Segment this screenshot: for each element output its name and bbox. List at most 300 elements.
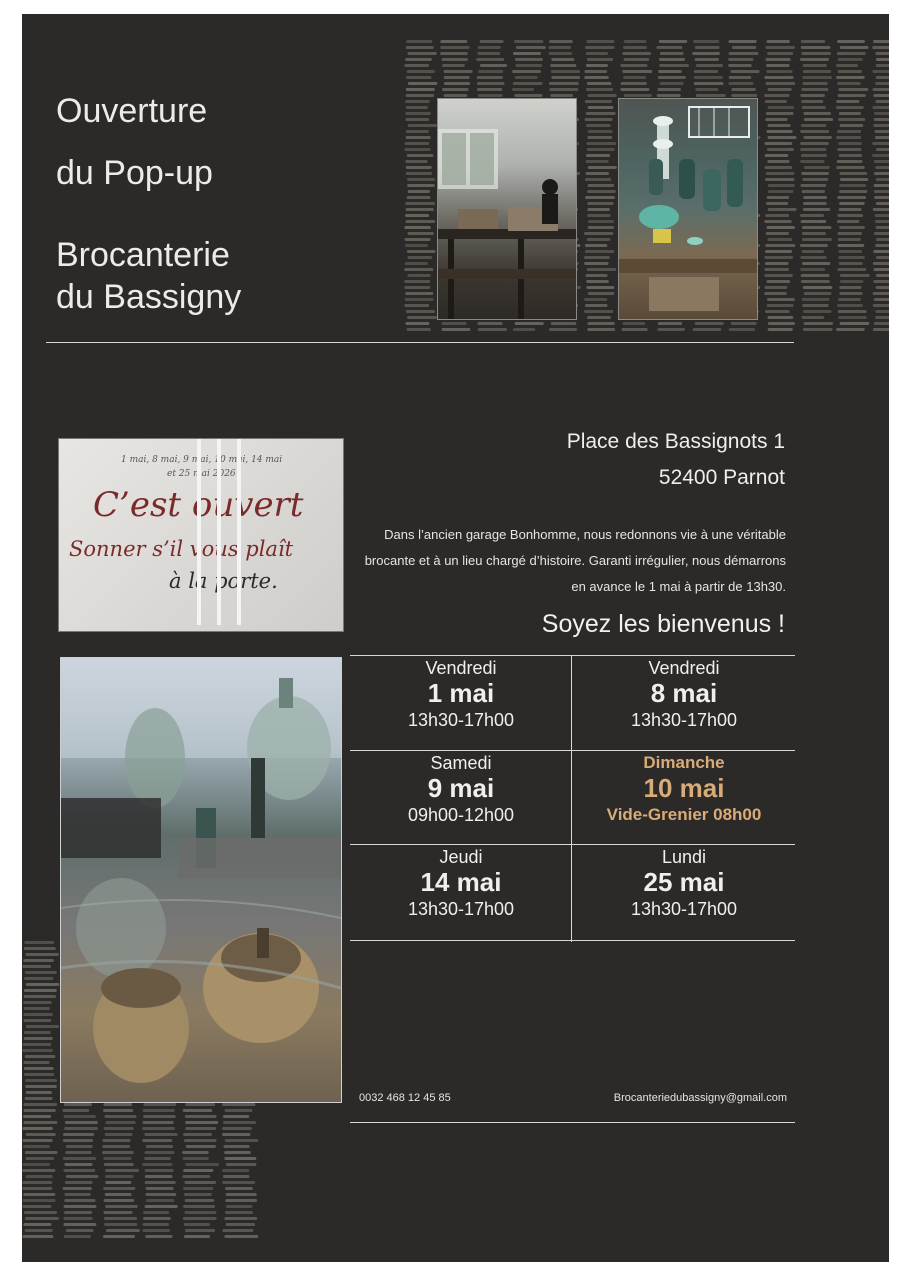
texture-stroke: [24, 1211, 57, 1214]
texture-stroke: [584, 310, 613, 313]
schedule-hours: 09h00-12h00: [407, 805, 515, 825]
texture-stroke: [695, 58, 720, 61]
texture-stroke: [875, 136, 889, 139]
texture-stroke: [105, 1205, 138, 1208]
texture-stroke: [836, 100, 859, 103]
texture-stroke: [145, 1169, 174, 1172]
texture-stroke: [586, 142, 616, 145]
texture-stroke: [624, 40, 647, 43]
schedule-divider: [350, 844, 795, 845]
texture-stroke: [803, 202, 827, 205]
texture-stroke: [584, 256, 610, 259]
texture-stroke: [586, 112, 616, 115]
texture-stroke: [837, 244, 864, 247]
texture-stroke: [25, 1079, 57, 1082]
texture-stroke: [839, 190, 867, 193]
texture-stroke: [768, 184, 795, 187]
schedule-day: Samedi: [430, 753, 492, 773]
texture-stroke: [145, 1205, 178, 1208]
welcome-text: Soyez les bienvenus !: [541, 610, 785, 638]
texture-stroke: [66, 1145, 93, 1148]
texture-stroke: [476, 58, 504, 61]
texture-stroke: [587, 202, 613, 205]
texture-stroke: [66, 1175, 99, 1178]
schedule-day: Jeudi: [439, 847, 483, 867]
texture-stroke: [225, 1211, 253, 1214]
texture-stroke: [444, 94, 468, 97]
texture-stroke: [105, 1175, 133, 1178]
texture-stroke: [876, 238, 889, 241]
texture-stroke: [106, 1229, 140, 1232]
texture-stroke: [104, 1223, 137, 1226]
texture-stroke: [839, 112, 861, 115]
schedule-day: Vendredi: [425, 658, 497, 678]
texture-stroke: [407, 256, 432, 259]
texture-stroke: [839, 184, 866, 187]
texture-stroke: [692, 52, 720, 55]
texture-stroke: [656, 46, 682, 49]
texture-stroke: [64, 1211, 92, 1214]
texture-stroke: [836, 136, 861, 139]
texture-stroke: [657, 328, 685, 331]
texture-stroke: [765, 286, 788, 289]
texture-stroke: [103, 1103, 132, 1106]
texture-stroke: [183, 1133, 212, 1136]
texture-stroke: [549, 82, 579, 85]
texture-stroke: [658, 322, 682, 325]
texture-stroke: [145, 1181, 176, 1184]
texture-stroke: [660, 82, 684, 85]
texture-stroke: [801, 280, 830, 283]
texture-stroke: [764, 292, 787, 295]
texture-stroke: [766, 202, 788, 205]
texture-stroke: [515, 322, 544, 325]
texture-stroke: [405, 262, 428, 265]
texture-stroke: [23, 1199, 56, 1202]
texture-stroke: [63, 1187, 92, 1190]
texture-stroke: [222, 1103, 255, 1106]
texture-stroke: [729, 52, 759, 55]
texture-stroke: [837, 82, 861, 85]
texture-stroke: [405, 298, 434, 301]
texture-stroke: [64, 1103, 92, 1106]
texture-stroke: [182, 1175, 210, 1178]
texture-stroke: [102, 1151, 134, 1154]
texture-stroke: [185, 1163, 219, 1166]
texture-stroke: [800, 58, 829, 61]
texture-stroke: [407, 154, 434, 157]
texture-stroke: [405, 100, 430, 103]
texture-stroke: [444, 76, 470, 79]
texture-stroke: [800, 184, 826, 187]
texture-stroke: [224, 1151, 251, 1154]
texture-stroke: [184, 1181, 216, 1184]
texture-stroke: [185, 1229, 215, 1232]
texture-stroke: [839, 262, 863, 265]
title-line-3: Brocanterie: [56, 236, 230, 274]
texture-stroke: [104, 1199, 135, 1202]
texture-stroke: [407, 328, 431, 331]
texture-stroke: [184, 1193, 212, 1196]
texture-stroke: [584, 70, 607, 73]
texture-stroke: [876, 76, 889, 79]
texture-stroke: [406, 130, 429, 133]
texture-stroke: [764, 220, 791, 223]
texture-stroke: [64, 1199, 95, 1202]
texture-stroke: [22, 1049, 52, 1052]
texture-stroke: [873, 304, 889, 307]
texture-stroke: [800, 268, 825, 271]
texture-stroke: [480, 40, 504, 43]
texture-stroke: [621, 82, 647, 85]
texture-stroke: [585, 46, 615, 49]
texture-stroke: [478, 46, 501, 49]
texture-stroke: [182, 1151, 209, 1154]
texture-stroke: [873, 94, 889, 97]
texture-stroke: [874, 172, 889, 175]
texture-stroke: [803, 310, 832, 313]
texture-stroke: [731, 322, 757, 325]
texture-stroke: [766, 64, 790, 67]
texture-stroke: [768, 106, 795, 109]
texture-stroke: [765, 46, 795, 49]
title-line-1: Ouverture: [56, 92, 208, 130]
texture-stroke: [66, 1229, 94, 1232]
texture-stroke: [874, 160, 889, 163]
texture-stroke: [23, 1163, 50, 1166]
texture-stroke: [587, 214, 611, 217]
texture-stroke: [586, 154, 610, 157]
texture-stroke: [804, 322, 834, 325]
sign-ring-text: Sonner s’il vous plaît: [69, 537, 294, 561]
texture-stroke: [837, 52, 866, 55]
texture-stroke: [25, 1085, 57, 1088]
description: Dans l’ancien garage Bonhomme, nous redonnons vie à une véritable brocante et à un lieu chargé d’histoire. Garanti irrégulier, nous démarrons en avance le 1 mai à partir de 13h30.: [364, 527, 786, 594]
texture-stroke: [24, 1037, 53, 1040]
texture-stroke: [766, 112, 794, 115]
texture-stroke: [226, 1163, 257, 1166]
texture-stroke: [105, 1133, 133, 1136]
texture-stroke: [766, 172, 795, 175]
texture-stroke: [185, 1115, 217, 1118]
texture-stroke: [142, 1163, 172, 1166]
texture-stroke: [876, 64, 889, 67]
texture-stroke: [765, 262, 789, 265]
texture-stroke: [442, 64, 465, 67]
texture-stroke: [837, 148, 861, 151]
texture-stroke: [406, 136, 431, 139]
texture-stroke: [767, 196, 790, 199]
texture-stroke: [764, 268, 789, 271]
texture-stroke: [767, 238, 792, 241]
texture-stroke: [696, 64, 723, 67]
texture-stroke: [803, 70, 831, 73]
texture-stroke: [585, 118, 613, 121]
texture-stroke: [622, 70, 652, 73]
schedule-date: 10 mai: [643, 773, 725, 803]
texture-stroke: [657, 88, 681, 91]
texture-stroke: [872, 46, 889, 49]
texture-stroke: [803, 136, 832, 139]
texture-stroke: [802, 304, 829, 307]
texture-stroke: [694, 70, 718, 73]
texture-stroke: [408, 124, 437, 127]
texture-stroke: [514, 40, 543, 43]
texture-stroke: [873, 208, 889, 211]
texture-stroke: [838, 142, 862, 145]
texture-stroke: [551, 76, 580, 79]
texture-stroke: [801, 100, 823, 103]
texture-stroke: [222, 1127, 252, 1130]
texture-stroke: [105, 1121, 135, 1124]
texture-stroke: [550, 94, 573, 97]
texture-stroke: [873, 280, 889, 283]
texture-stroke: [765, 58, 790, 61]
texture-stroke: [764, 76, 793, 79]
texture-stroke: [586, 40, 614, 43]
texture-stroke: [836, 328, 865, 331]
texture-stroke: [873, 292, 889, 295]
texture-stroke: [729, 328, 755, 331]
texture-stroke: [803, 64, 827, 67]
texture-stroke: [23, 1121, 57, 1124]
texture-stroke: [804, 292, 832, 295]
texture-stroke: [24, 1073, 54, 1076]
texture-stroke: [587, 82, 612, 85]
texture-stroke: [838, 238, 861, 241]
texture-stroke: [586, 160, 609, 163]
texture-stroke: [801, 124, 826, 127]
texture-stroke: [407, 184, 435, 187]
texture-stroke: [872, 106, 889, 109]
sign-door-text: à la porte.: [169, 569, 278, 593]
texture-stroke: [405, 220, 435, 223]
texture-stroke: [839, 226, 865, 229]
texture-stroke: [24, 947, 56, 950]
texture-stroke: [64, 1217, 93, 1220]
texture-stroke: [62, 1109, 89, 1112]
texture-stroke: [873, 40, 889, 43]
texture-stroke: [104, 1163, 134, 1166]
texture-stroke: [660, 52, 684, 55]
texture-stroke: [23, 1145, 50, 1148]
texture-stroke: [876, 202, 889, 205]
texture-stroke: [838, 88, 868, 91]
texture-stroke: [406, 166, 432, 169]
texture-stroke: [588, 166, 617, 169]
texture-stroke: [408, 52, 437, 55]
texture-stroke: [587, 328, 615, 331]
schedule-cell-highlight: [573, 751, 795, 845]
texture-stroke: [802, 178, 828, 181]
texture-stroke: [143, 1211, 169, 1214]
schedule-cell: [350, 845, 572, 939]
texture-stroke: [405, 160, 427, 163]
texture-stroke: [800, 148, 826, 151]
texture-stroke: [480, 64, 507, 67]
texture-stroke: [839, 208, 862, 211]
texture-stroke: [588, 130, 613, 133]
texture-stroke: [185, 1103, 215, 1106]
schedule-hours: 13h30-17h00: [630, 899, 738, 919]
texture-stroke: [405, 244, 428, 247]
texture-stroke: [622, 52, 651, 55]
texture-stroke: [105, 1181, 131, 1184]
sign-open-text: C’est ouvert: [93, 485, 304, 525]
texture-stroke: [407, 250, 436, 253]
texture-stroke: [768, 328, 793, 331]
texture-stroke: [65, 1181, 93, 1184]
texture-stroke: [767, 304, 794, 307]
texture-stroke: [765, 178, 794, 181]
texture-stroke: [873, 328, 889, 331]
texture-stroke: [658, 70, 682, 73]
texture-stroke: [874, 190, 889, 193]
texture-stroke: [586, 280, 609, 283]
schedule-cell: [350, 656, 572, 750]
texture-stroke: [24, 1067, 54, 1070]
texture-stroke: [837, 196, 866, 199]
texture-stroke: [836, 76, 865, 79]
texture-stroke: [225, 1187, 253, 1190]
texture-stroke: [876, 58, 889, 61]
texture-stroke: [800, 130, 829, 133]
texture-stroke: [800, 256, 826, 259]
texture-stroke: [146, 1199, 174, 1202]
texture-stroke: [440, 40, 467, 43]
texture-stroke: [765, 118, 787, 121]
texture-stroke: [63, 1139, 93, 1142]
texture-stroke: [22, 1181, 52, 1184]
texture-stroke: [105, 1193, 132, 1196]
texture-stroke: [143, 1217, 171, 1220]
texture-stroke: [26, 1025, 59, 1028]
texture-stroke: [407, 274, 430, 277]
schedule-day: Vendredi: [648, 658, 720, 678]
texture-stroke: [223, 1175, 250, 1178]
texture-stroke: [586, 286, 614, 289]
texture-stroke: [872, 70, 889, 73]
texture-stroke: [549, 328, 577, 331]
texture-stroke: [875, 82, 889, 85]
texture-stroke: [223, 1121, 256, 1124]
poster: [22, 14, 889, 1262]
schedule-divider: [350, 750, 795, 751]
texture-stroke: [513, 52, 541, 55]
texture-stroke: [765, 250, 792, 253]
texture-stroke: [406, 88, 435, 91]
texture-stroke: [26, 983, 60, 986]
texture-stroke: [63, 1133, 94, 1136]
texture-stroke: [63, 1169, 95, 1172]
texture-stroke: [404, 268, 433, 271]
texture-stroke: [223, 1145, 249, 1148]
texture-stroke: [585, 100, 612, 103]
texture-stroke: [874, 118, 889, 121]
texture-stroke: [584, 76, 609, 79]
texture-stroke: [23, 1193, 55, 1196]
texture-stroke: [874, 112, 889, 115]
texture-stroke: [837, 40, 865, 43]
texture-stroke: [515, 64, 542, 67]
divider-top: [46, 342, 794, 343]
texture-stroke: [728, 40, 756, 43]
texture-stroke: [405, 322, 429, 325]
texture-stroke: [694, 82, 724, 85]
texture-stroke: [224, 1217, 257, 1220]
phone-number: 0032 468 12 45 85: [359, 1092, 451, 1104]
texture-stroke: [765, 310, 790, 313]
texture-stroke: [478, 328, 507, 331]
texture-stroke: [185, 1127, 216, 1130]
texture-stroke: [142, 1139, 172, 1142]
title-line-4: du Bassigny: [56, 278, 242, 316]
schedule-hours: 13h30-17h00: [630, 710, 738, 730]
texture-stroke: [512, 88, 534, 91]
texture-stroke: [183, 1217, 217, 1220]
texture-stroke: [875, 244, 889, 247]
texture-stroke: [659, 64, 689, 67]
texture-stroke: [513, 328, 535, 331]
address-street: Place des Bassignots 1: [566, 430, 785, 453]
texture-stroke: [840, 178, 868, 181]
texture-stroke: [25, 1229, 53, 1232]
photo-brocante-room: [437, 98, 577, 320]
texture-stroke: [731, 88, 755, 91]
texture-stroke: [802, 250, 824, 253]
texture-stroke: [406, 40, 432, 43]
texture-stroke: [800, 244, 828, 247]
texture-stroke: [225, 1139, 259, 1142]
texture-stroke: [26, 1091, 52, 1094]
opening-schedule: [350, 655, 795, 942]
texture-stroke: [22, 1127, 52, 1130]
texture-stroke: [800, 160, 824, 163]
texture-stroke: [836, 166, 864, 169]
photo-demijohns: [60, 657, 342, 1103]
texture-stroke: [407, 178, 435, 181]
texture-stroke: [838, 118, 865, 121]
texture-stroke: [731, 70, 760, 73]
texture-stroke: [516, 46, 546, 49]
texture-stroke: [184, 1139, 217, 1142]
texture-stroke: [23, 1115, 51, 1118]
texture-stroke: [588, 220, 614, 223]
texture-stroke: [404, 226, 430, 229]
texture-stroke: [64, 1193, 90, 1196]
texture-stroke: [873, 250, 889, 253]
texture-stroke: [586, 88, 613, 91]
schedule-date: 25 mai: [643, 867, 725, 897]
texture-stroke: [874, 232, 889, 235]
texture-stroke: [406, 208, 434, 211]
texture-stroke: [875, 130, 889, 133]
texture-stroke: [659, 40, 687, 43]
texture-stroke: [767, 316, 793, 319]
texture-stroke: [585, 244, 607, 247]
texture-stroke: [766, 130, 792, 133]
schedule-cell: [573, 845, 795, 939]
texture-stroke: [767, 298, 795, 301]
schedule-date: 8 mai: [650, 678, 718, 708]
texture-stroke: [444, 82, 470, 85]
texture-stroke: [65, 1121, 98, 1124]
texture-stroke: [22, 1187, 52, 1190]
texture-stroke: [839, 202, 865, 205]
texture-stroke: [875, 100, 889, 103]
texture-stroke: [102, 1145, 130, 1148]
texture-stroke: [764, 256, 793, 259]
